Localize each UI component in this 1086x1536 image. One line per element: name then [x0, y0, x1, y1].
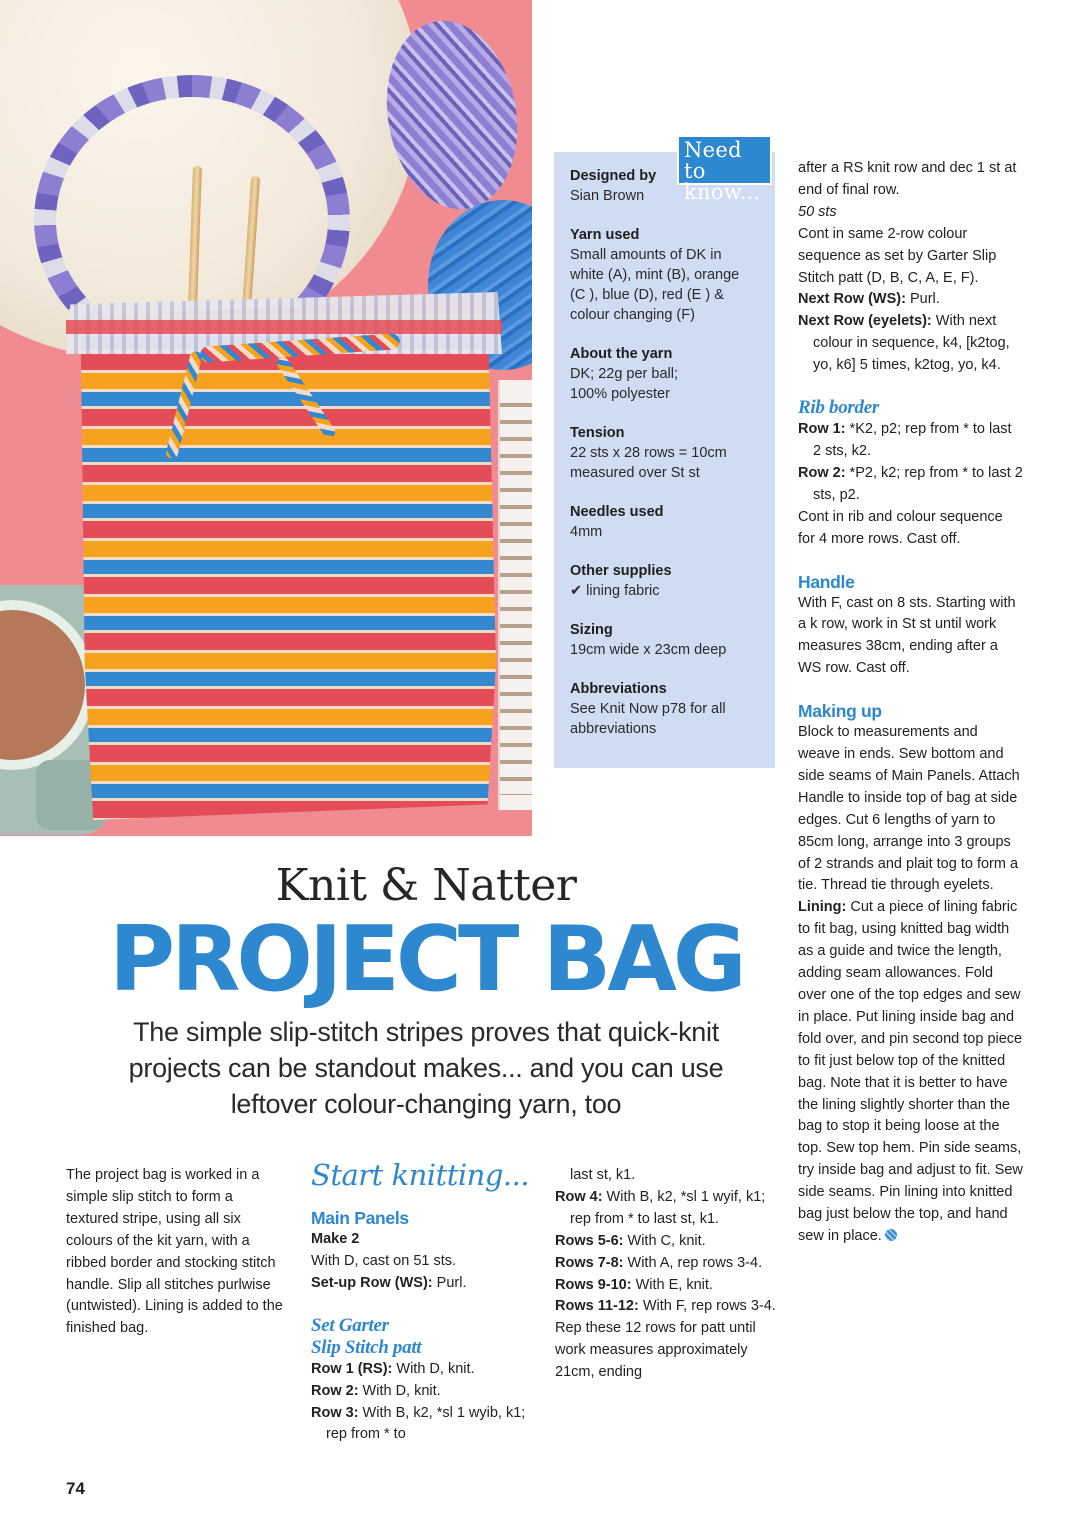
- cast-on-text: With D, cast on 51 sts.: [311, 1252, 457, 1269]
- need-to-know-tag: Need to know...: [677, 135, 772, 185]
- ntk-other-supplies: [570, 561, 775, 601]
- ntk-label: Designed by: [570, 168, 657, 184]
- row-4: Row 4: With B, k2, *sl 1 wyif, k1; rep from * to last st, k1.: [555, 1188, 766, 1227]
- next-row-ws: Next Row (WS): Purl.: [798, 291, 940, 308]
- next-row-eyelets: Next Row (eyelets): With next colour in sequence, k4, [k2tog, yo, k6] 5 times, k2tog, yo, k4.: [798, 313, 1010, 374]
- main-panels-heading: Main Panels: [311, 1208, 409, 1228]
- ntk-value: ✔ lining fabric: [570, 583, 660, 599]
- making-up-text: Block to measurements and weave in ends. Sew bottom and side seams of Main Panels. Attach Handle to inside top of bag at side edges. Cut 6 lengths of yarn to 85cm long, arrange into 3 groups of 2 strands and plait tog to form a tie. Thread tie through eyelets.: [798, 724, 1020, 894]
- ntk-label: Yarn used: [570, 227, 640, 243]
- pattern-column-1: [311, 1155, 536, 1446]
- title-kicker: Knit & Natter: [275, 860, 577, 911]
- repeat-text: Rep these 12 rows for patt until work measures approximately 21cm, ending: [555, 1320, 756, 1381]
- page-number: 74: [66, 1479, 85, 1498]
- project-bag-photo: [0, 0, 532, 836]
- ntk-value: Small amounts of DK in white (A), mint (B), orange (C ), blue (D), red (E ) & colour changing (F): [570, 247, 740, 323]
- continuation-text: after a RS knit row and dec 1 st at end of final row.: [798, 160, 1017, 198]
- ntk-tension: [570, 423, 775, 483]
- setup-row: Set-up Row (WS): Purl.: [311, 1274, 467, 1291]
- ntk-value: See Knit Now p78 for all abbreviations: [570, 701, 726, 737]
- handle-heading: Handle: [798, 571, 855, 592]
- ntk-value: Sian Brown: [570, 188, 645, 204]
- ntk-value: 4mm: [570, 524, 603, 540]
- lining-text: Lining: Cut a piece of lining fabric to fit bag, using knitted bag width as a guide and twice the length, adding seam allowances. Fold over one of the top edges and sew in place. Put lining inside bag and fold over, and pin second top piece to fit just below top of the knitted bag. Note that it is better to have the lining slightly shorter than the bag to stop it being loose at the top. Sew top hem. Pin side seams, try inside bag and adjust to fit. Sew side seams. Pin lining into knitted bag just below the top, and hand sew in place.: [798, 899, 1023, 1244]
- intro-text: The project bag is worked in a simple slip stitch to form a textured stripe, using all six colours of the kit yarn, with a ribbed border and stocking stitch handle. Slip all stitches purlwise (untwisted). Lining is added to the finished bag.: [66, 1167, 283, 1337]
- ntk-about-yarn: [570, 344, 775, 404]
- ntk-value: DK; 22g per ball; 100% polyester: [570, 366, 679, 402]
- rib-continuation: Cont in rib and colour sequence for 4 more rows. Cast off.: [798, 508, 1003, 547]
- right-column: [798, 158, 1023, 1248]
- making-up-heading: Making up: [798, 701, 882, 722]
- rows-11-12: Rows 11-12: With F, rep rows 3-4.: [555, 1298, 776, 1315]
- ntk-label: Abbreviations: [570, 681, 667, 697]
- rows-7-8: Rows 7-8: With A, rep rows 3-4.: [555, 1254, 763, 1271]
- row-2: Row 2: With D, knit.: [311, 1382, 441, 1399]
- garter-heading-line-2: Slip Stitch patt: [311, 1336, 422, 1358]
- colour-sequence-text: Cont in same 2-row colour sequence as set by Garter Slip Stitch patt (D, B, C, A, E, F).: [798, 225, 997, 286]
- ntk-value: 22 sts x 28 rows = 10cm measured over St st: [570, 445, 727, 481]
- ntk-label: About the yarn: [570, 346, 673, 362]
- ntk-sizing: [570, 620, 775, 660]
- rows-5-6: Rows 5-6: With C, knit.: [555, 1232, 706, 1249]
- garter-heading-line-1: Set Garter: [311, 1314, 389, 1336]
- make-count: Make 2: [311, 1231, 360, 1247]
- notebook-rings: [500, 395, 532, 795]
- yarn-ball-end-icon: [885, 1229, 897, 1241]
- rib-row-2: Row 2: *P2, k2; rep from * to last 2 sts, p2.: [798, 464, 1023, 503]
- row-3-continuation: last st, k1.: [570, 1167, 636, 1183]
- row-3: Row 3: With B, k2, *sl 1 wyib, k1; rep from * to: [311, 1404, 526, 1443]
- intro-column: [66, 1165, 286, 1340]
- striped-bag: [72, 300, 496, 820]
- rows-9-10: Rows 9-10: With E, knit.: [555, 1276, 713, 1293]
- ntk-label: Needles used: [570, 504, 664, 520]
- standfirst: The simple slip-stitch stripes proves that quick-knit projects can be standout makes... and you can use leftover colour-changing yarn, too: [128, 1017, 724, 1119]
- ntk-yarn-used: [570, 225, 775, 325]
- start-knitting-heading: Start knitting...: [311, 1158, 530, 1192]
- rib-row-1: Row 1: *K2, p2; rep from * to last 2 sts, k2.: [798, 421, 1012, 459]
- rib-border-heading: Rib border: [798, 397, 879, 419]
- row-1: Row 1 (RS): With D, knit.: [311, 1360, 475, 1377]
- pattern-column-2: [555, 1165, 780, 1384]
- ntk-value: 19cm wide x 23cm deep: [570, 642, 727, 658]
- need-to-know-box: [554, 152, 775, 768]
- ntk-needles: [570, 502, 775, 542]
- ntk-label: Tension: [570, 425, 625, 441]
- handle-text: With F, cast on 8 sts. Starting with a k row, work in St st until work measures 38cm, ending after a WS row. Cast off.: [798, 594, 1016, 677]
- ntk-label: Other supplies: [570, 563, 672, 579]
- stitch-count: 50 sts: [798, 203, 837, 220]
- rib-stripe: [66, 320, 502, 334]
- ntk-abbreviations: [570, 679, 775, 739]
- ntk-label: Sizing: [570, 622, 613, 638]
- page-title: PROJECT BAG: [109, 907, 743, 1012]
